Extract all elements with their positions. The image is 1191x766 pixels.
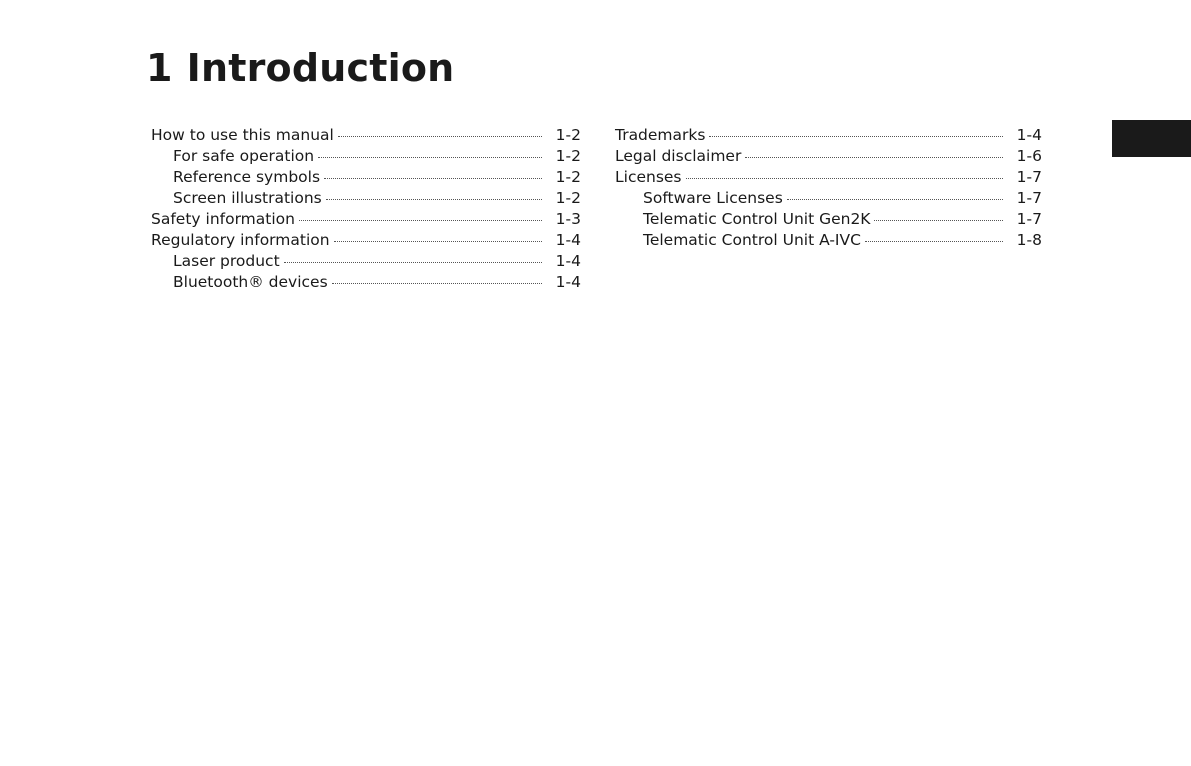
toc-entry-regulatory-information[interactable] bbox=[151, 230, 581, 251]
toc-dot-leader bbox=[874, 220, 1003, 221]
toc-dot-leader bbox=[284, 262, 542, 263]
toc-entry-how-to-use[interactable] bbox=[151, 125, 581, 146]
toc-entry-safety-information[interactable] bbox=[151, 209, 581, 230]
toc-entry-label: Regulatory information bbox=[151, 231, 330, 249]
toc-entry-label: Laser product bbox=[173, 252, 280, 270]
toc-entry-legal-disclaimer[interactable] bbox=[615, 146, 1042, 167]
toc-dot-leader bbox=[338, 136, 542, 137]
toc-dot-leader bbox=[745, 157, 1003, 158]
toc-entry-label: How to use this manual bbox=[151, 126, 334, 144]
toc-right-column bbox=[615, 125, 1042, 251]
toc-entry-tcu-gen2k[interactable] bbox=[615, 209, 1042, 230]
toc-entry-label: Legal disclaimer bbox=[615, 147, 742, 165]
toc-entry-page: 1-8 bbox=[1016, 231, 1042, 249]
chapter-title-text: Introduction bbox=[186, 46, 455, 90]
toc-entry-page: 1-2 bbox=[555, 147, 581, 165]
toc-entry-page: 1-4 bbox=[555, 231, 581, 249]
toc-left-column bbox=[151, 125, 581, 293]
chapter-title bbox=[146, 44, 454, 92]
toc-entry-reference-symbols[interactable] bbox=[151, 167, 581, 188]
toc-entry-label: Bluetooth® devices bbox=[173, 273, 328, 291]
toc-entry-page: 1-7 bbox=[1016, 189, 1042, 207]
toc-entry-label: Telematic Control Unit Gen2K bbox=[643, 210, 871, 228]
toc-dot-leader bbox=[332, 283, 542, 284]
toc-entry-page: 1-4 bbox=[555, 252, 581, 270]
toc-entry-page: 1-3 bbox=[555, 210, 581, 228]
toc-entry-trademarks[interactable] bbox=[615, 125, 1042, 146]
toc-dot-leader bbox=[686, 178, 1003, 179]
toc-dot-leader bbox=[324, 178, 542, 179]
toc-dot-leader bbox=[326, 199, 542, 200]
toc-entry-page: 1-6 bbox=[1016, 147, 1042, 165]
toc-entry-label: Trademarks bbox=[615, 126, 706, 144]
toc-dot-leader bbox=[334, 241, 542, 242]
toc-entry-label: Licenses bbox=[615, 168, 682, 186]
toc-entry-screen-illustrations[interactable] bbox=[151, 188, 581, 209]
chapter-number: 1 bbox=[146, 46, 173, 90]
toc-entry-label: Telematic Control Unit A-IVC bbox=[643, 231, 861, 249]
toc-dot-leader bbox=[709, 136, 1003, 137]
chapter-tab-marker bbox=[1112, 120, 1191, 157]
toc-dot-leader bbox=[787, 199, 1003, 200]
toc-entry-label: For safe operation bbox=[173, 147, 315, 165]
toc-entry-label: Software Licenses bbox=[643, 189, 783, 207]
toc-entry-safe-operation[interactable] bbox=[151, 146, 581, 167]
toc-entry-label: Safety information bbox=[151, 210, 295, 228]
toc-entry-page: 1-7 bbox=[1016, 168, 1042, 186]
toc-entry-page: 1-2 bbox=[555, 189, 581, 207]
toc-entry-label: Reference symbols bbox=[173, 168, 321, 186]
toc-dot-leader bbox=[865, 241, 1003, 242]
toc-entry-page: 1-2 bbox=[555, 168, 581, 186]
toc-entry-page: 1-4 bbox=[1016, 126, 1042, 144]
toc-entry-tcu-a-ivc[interactable] bbox=[615, 230, 1042, 251]
toc-dot-leader bbox=[299, 220, 542, 221]
toc-entry-page: 1-2 bbox=[555, 126, 581, 144]
toc-entry-page: 1-7 bbox=[1016, 210, 1042, 228]
toc-entry-software-licenses[interactable] bbox=[615, 188, 1042, 209]
toc-entry-licenses[interactable] bbox=[615, 167, 1042, 188]
toc-entry-page: 1-4 bbox=[555, 273, 581, 291]
toc-entry-laser-product[interactable] bbox=[151, 251, 581, 272]
toc-entry-label: Screen illustrations bbox=[173, 189, 322, 207]
toc-dot-leader bbox=[318, 157, 542, 158]
toc-entry-bluetooth-devices[interactable] bbox=[151, 272, 581, 293]
